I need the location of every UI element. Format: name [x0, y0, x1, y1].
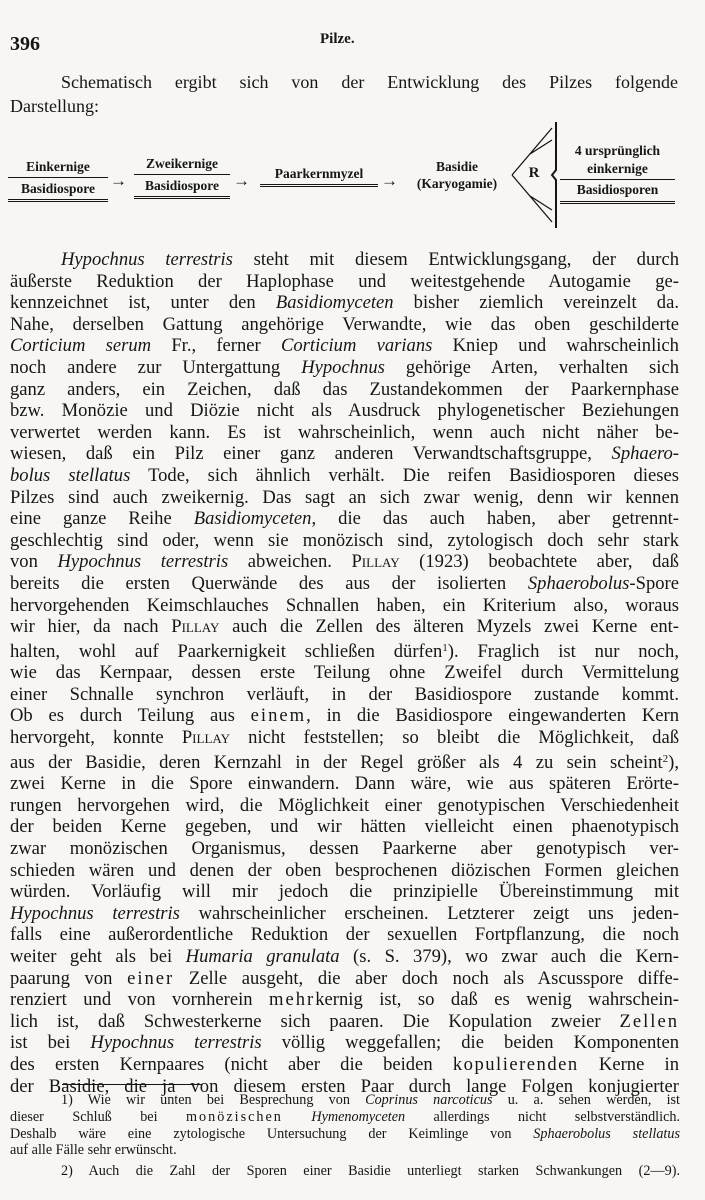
text-line: bolus stellatus Tode, sich ähnlich verhält. Die reifen Basidiosporen dieses — [10, 464, 679, 486]
text-line: eine ganze Reihe Basidiomyceten, die das auch haben, aber getrennt- — [10, 508, 680, 530]
schema-node-label: Basidie — [435, 159, 478, 174]
text-line: ganz anders, ein Zeichen, daß das Zustandekommen der Paarkernphase — [10, 378, 679, 400]
text-line: paarung von einer Zelle ausgeht, die aber doch noch als Ascusspore diffe- — [10, 967, 679, 989]
page-number: 396 — [10, 33, 40, 55]
body-paragraph — [10, 249, 679, 1097]
development-schema — [0, 0, 705, 240]
text-line: noch andere zur Untergattung Hypochnus gehörige Arten, verhalten sich — [10, 356, 679, 378]
arrow-icon: → — [110, 171, 127, 190]
text-line: falls eine außerordentliche Reduktion der sexuellen Fortpflanzung, die noch — [10, 924, 679, 946]
footnote-line: 1) Wie wir unten bei Besprechung von Coprinus narcoticus u. a. sehen werden, ist — [61, 1092, 680, 1108]
text-line: Hypochnus terrestris steht mit diesem Entwicklungsgang, der durch — [61, 249, 679, 270]
text-line: bereits die ersten Querwände des aus der isolierten Sphaerobolus-Spore — [10, 572, 679, 594]
text-line: der beiden Kerne gegeben, und wir hätten vielleicht einen phaenotypisch — [10, 816, 679, 838]
arrow-icon: → — [233, 171, 250, 190]
text-line: schieden wären und denen der oben besprochenen diözischen Formen gleichen — [10, 859, 679, 881]
text-line: bzw. Monözie und Diözie nicht als Ausdruck phylogenetischer Beziehungen — [10, 400, 679, 422]
text-line: würden. Vorläufig will mir jedoch die prinzipielle Übereinstimmung mit — [10, 881, 679, 903]
text-line: hervorgehenden Keimschlauches Schnallen haben, ein Kriterium also, woraus — [10, 594, 679, 616]
schema-node-label: (Karyogamie) — [416, 176, 498, 191]
text-line: aus der Basidie, deren Kernzahl in der Regel größer als 4 zu sein scheint$^2$), — [10, 751, 679, 773]
text-line: zwei Kerne in die Spore einwandern. Dann wäre, wie aus späteren Erörte- — [10, 773, 679, 795]
branch-lines — [512, 128, 552, 222]
text-line: Hypochnus terrestris wahrscheinlicher erscheinen. Letzterer zeigt uns jeden- — [10, 902, 679, 924]
text-line: Corticium serum Fr., ferner Corticium varians Kniep und wahrscheinlich — [10, 335, 679, 357]
schema-node-label: Basidiosporen — [576, 182, 659, 197]
footnote-2 — [10, 1163, 680, 1180]
schema-node-label: einkernige — [587, 161, 648, 176]
text-line: weiter geht als bei Humaria granulata (s. S. 379), wo zwar auch die Kern- — [10, 946, 679, 967]
text-line: renziert und von vornherein mehrkernig ist, so daß es wenig wahrschein- — [10, 989, 680, 1011]
brace-icon — [552, 122, 556, 228]
text-line: der Basidie, die ja von diesem ersten Paar durch lange Folgen konjugierter — [10, 1075, 679, 1097]
arrow-icon: → — [381, 171, 398, 190]
running-head: Pilze. — [320, 31, 355, 47]
text-line: zwar monözischen Organismus, dessen Paarkerne aber genotypisch ver- — [10, 838, 679, 860]
text-line: äußerste Reduktion der Haplophase und weitestgehende Autogamie ge- — [10, 270, 679, 292]
text-line: verwertet werden kann. Es ist wahrscheinlich, wenn auch nicht näher be- — [10, 421, 679, 443]
footnote-line: auf alle Fälle sehr erwünscht. — [10, 1142, 177, 1159]
footnote-line: 2) Auch die Zahl der Sporen einer Basidie unterliegt starken Schwankungen (2—9). — [61, 1163, 680, 1179]
text-line: einer Schnalle synchron verläuft, in der Basidiospore zustande kommt. — [10, 683, 679, 705]
text-line: Pilzes sind auch zweikernig. Das sagt an sich zwar wenig, denn wir kennen — [10, 486, 679, 508]
text-line: hervorgeht, konnte Pillay nicht feststellen; so bleibt die Möglichkeit, daß — [10, 727, 679, 749]
footnote-marker[interactable]: 1 — [442, 641, 448, 654]
text-line: des ersten Kernpaares (nicht aber die beiden kopulierenden Kerne in — [10, 1053, 679, 1075]
schema-node-label: Basidiospore — [144, 178, 220, 193]
double-rule — [560, 201, 675, 204]
schema-node-label: 4 ursprünglich — [574, 143, 661, 158]
text-line: halten, wohl auf Paarkernigkeit schließen dürfen$^1$). Fraglich ist nur noch, — [10, 640, 680, 662]
intro-line: Schematisch ergibt sich von der Entwicklung des Pilzes folgende — [61, 72, 678, 92]
fraction-rule — [560, 179, 675, 180]
text-line: kennzeichnet ist, unter den Basidiomyceten bisher ziemlich vereinzelt da. — [10, 292, 679, 314]
schema-node-label: Paarkernmyzel — [274, 166, 364, 181]
text-line: von Hypochnus terrestris abweichen. Pillay (1923) beobachtete aber, daß — [10, 551, 679, 573]
schema-node-r: R — [528, 165, 540, 181]
footnote-divider — [62, 1084, 202, 1085]
text-line: wiesen, daß ein Pilz einer ganz anderen Verwandtschaftsgruppe, Sphaero- — [10, 443, 679, 465]
text-line: Nahe, derselben Gattung angehörige Verwandte, wie das oben geschilderte — [10, 313, 679, 335]
text-line: Ob es durch Teilung aus einem, in die Basidiospore eingewanderten Kern — [10, 705, 679, 727]
footnote-line: dieser Schluß bei monözischen Hymenomyceten allerdings nicht selbstverständlich. — [10, 1108, 681, 1125]
schema-node-basidiosporen — [560, 142, 675, 206]
text-line: geschlechtig sind oder, wenn sie monözisch sind, zytologisch doch sehr stark — [10, 529, 679, 551]
schema-node-label: Zweikernige — [146, 156, 218, 171]
text-line: lich ist, daß Schwesterkerne sich paaren. Die Kopulation zweier Zellen — [10, 1010, 679, 1032]
schema-node-label: Basidiospore — [20, 181, 96, 196]
intro-line: Darstellung: — [10, 96, 99, 116]
footnote-1 — [10, 1092, 680, 1159]
text-line: wie das Kernpaar, dessen erste Teilung ohne Zweifel durch Vermittelung — [10, 662, 679, 684]
schema-node-label: Einkernige — [26, 159, 90, 174]
text-line: rungen hervorgehen wird, die Möglichkeit einer genotypischen Verschiedenheit — [10, 794, 679, 816]
footnote-marker[interactable]: 2 — [662, 752, 669, 765]
footnote-line: Deshalb wäre eine zytologische Untersuchung der Keimlinge von Sphaerobolus stellatus — [10, 1125, 680, 1142]
text-line: wir hier, da nach Pillay auch die Zellen des älteren Myzels zwei Kerne ent- — [10, 616, 679, 638]
text-line: ist bei Hypochnus terrestris völlig weggefallen; die beiden Komponenten — [10, 1032, 679, 1054]
